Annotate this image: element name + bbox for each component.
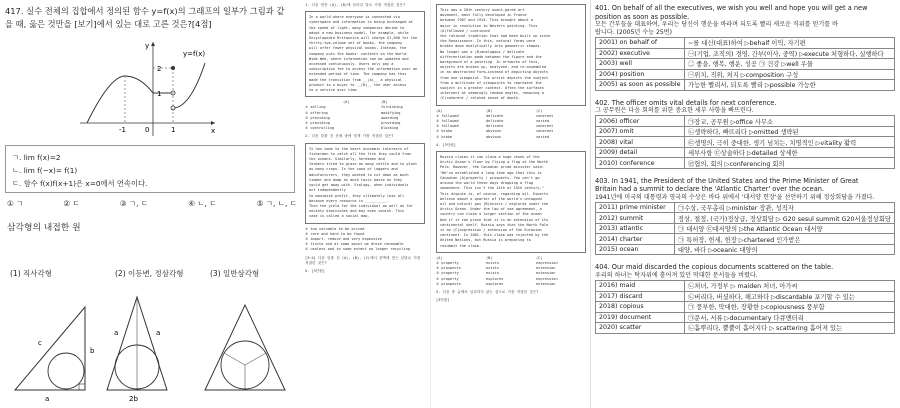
table-row: 2016) maid ㉡처녀, 가정부 ▷ maiden 처녀, 아가씨 <box>596 281 895 292</box>
english-exam-col1 <box>300 0 430 408</box>
graph-tick-1x: 1 <box>171 126 176 134</box>
table-row: 2005) as soon as possible 가능한 빨리서, 되도록 빨리 ▷possible 가능한 <box>596 80 895 91</box>
footer-note: 5. 다음 중 글에서 일치하지 않는 것으로 가장 적절한 것은? <box>436 289 539 294</box>
table-row: 2015) ocean 대양, 바다 ▷oceanic 대양의 <box>596 244 895 255</box>
table-row: 2011) prime minister ㉠수상, 국무총리 ▷minister 장관, 성직자 <box>596 202 895 213</box>
bogi-item-1: ㄱ. lim f(x)=2 <box>12 153 61 162</box>
question-417-line1: 417. 실수 전체의 집합에서 정의된 함수 y=f(x)의 그래프의 일부가 그림과 같 <box>5 6 285 16</box>
graph-tick-2: 2 <box>157 65 162 73</box>
q4-passage: Russia claims it can claim a huge chunk of the Arctic Ocean's floor by flying a flag at the North Pole. However, the Canadian prime minister said: "We've established a long time ago that this is Canadian (A)property / prospects. You can't go around the world these days dropping a flag somewhere. This isn't the 14th or 15th century." This dispute is, of course, regarding oil. Experts believe about a quarter of the world's untapped oil and natural gas (B)exists / explores under the Arctic Ocean. Under the law of sea agreement, a country can claim a larger section of the ocean bed if it can prove that it is an extension of its continental shelf. Russia says that the North Pole is an (C)expression / extension of the Eurasian continent. In 2001, this claim was rejected by the United Nations, but Russia is preparing to resubmit the claim. <box>436 151 586 253</box>
section-401: 401. On behalf of all the executives, we wish you well and hope you will get a new position as soon as possible. 모든 간부들을 대표하여, 우리는 당신이 행운을 바라며 되도록 빨리 새로운 직위를 얻기를 바 랍니다. (2005년 수능 25번) <box>595 4 868 37</box>
table-row: 2010) conference ㉣협의, 회의 ▷conferencing 회의 <box>596 158 895 169</box>
bogi-box <box>5 145 295 193</box>
triangle-label-1: (1) 직사각형 <box>10 269 52 278</box>
tri1-a: a <box>45 395 50 403</box>
choice-1[interactable]: ① ㄱ <box>7 199 24 208</box>
table-row: 2013) atlantic ㉠ 대서양 ㉢대서양의 ▷the Atlantic Ocean 대서양 <box>596 223 895 234</box>
q4-title: 4. [3단원] <box>436 142 456 147</box>
function-graph <box>65 38 225 138</box>
tri1-c: c <box>38 339 42 347</box>
table-row: 2019) document ㉠문서, 서류 ▷documentary 다큐멘터리 <box>596 312 895 323</box>
choice-4[interactable]: ④ ㄴ, ㄷ <box>188 199 217 208</box>
q2-title: 2. 다음 밑줄 친 문제 중에 맞게 가장 적절한 것은? <box>305 134 394 139</box>
section-404: 404. Our maid discarded the copious documents scattered on the table. 우리의 하녀는 탁자위에 흩어져 있던 막대한 문서들을 버렸다. <box>595 263 834 280</box>
answer-choices <box>7 198 297 209</box>
choice-3[interactable]: ③ ㄱ, ㄷ <box>119 199 149 208</box>
tri2-a-right: a <box>156 329 161 337</box>
footer-note: [3~4] 다음 밑줄 친 (A), (B), (C)에서 문맥에 맞는 낱말로 가장 적절한 것은? <box>305 255 421 265</box>
bogi-item-3: ㄷ. 함수 f(x)f(x+1)은 x=0에서 연속이다. <box>12 179 148 188</box>
q3-passage: This was a 20th century avant-garde art movement, most fully developed in France between 1907 and 1914. This brought about a major in revolution to Western painting. This (A)followed / continued the rational tradition that had been built up since the Renaissance. In this, natural forms were broken down analytically into geometric shapes. No longer was a (B)analogous / delicate differentiation made between the figure and the background of a painting. In artworks of this, objects are broken up, analyzed, and re-assembled in an abstracted form—instead of depicting objects from one viewpoint. The artist depicts the subject from a multitude of viewpoints to represent the subject in a greater context. Often the surfaces intersect at seemingly random angles, removing a (C)coherent / related sense of depth. <box>436 4 586 106</box>
graph-x-label: x <box>211 127 216 135</box>
triangle-label-2: (2) 이등변, 정삼각형 <box>115 269 184 278</box>
table-row: 2004) position ㊀위치, 직위, 처지 ▷composition 구성 <box>596 69 895 80</box>
vocab-table-401 <box>595 37 895 91</box>
table-row: 2007) omit ㉡생략하다, 빠뜨리다 ▷omitted 생략된 <box>596 126 895 137</box>
tri2-2b: 2b <box>129 395 138 403</box>
tri1-b: b <box>90 347 95 355</box>
vocab-table-403 <box>595 202 895 256</box>
math-page <box>0 0 300 408</box>
q1-options: (A) (B) ① selling furnishing ② offering modifying ③ providing awarding ④ providing providing ⑤ controlling blocking <box>305 100 403 131</box>
section-title: 삼각형의 내접한 원 <box>7 223 81 233</box>
triangle-label-3: (3) 일반삼각형 <box>210 269 260 278</box>
q1-passage: In a world where everyone is connected via cyberspace and information is being exchanged at the speed of light, many companies decide to adopt a new business model. For example, while Encyclopedia Britannica will charge $1,500 for the thirty-two-volume set of books, the company will offer fewer physical books. Instead, the company puts the books' contents on the World Wide Web, where information can be updated and accessed continuously. Users only pay a subscription fee to access the information over an extended period of time. The company has thus made the transition from __(A)__ a physical product to a buyer to __(B)__ the user access to a service over time. <box>305 11 425 97</box>
q4-options: (A) (B) (C) ① property exists expression ② prospects exists extension ③ property exists extension ④ property explores expression ⑤ prospects explores extension <box>436 255 558 286</box>
bogi-item-2: ㄴ. lim f(−x)= f(1) <box>12 166 78 175</box>
vocab-table-404 <box>595 280 895 334</box>
triangle-figures <box>0 285 300 405</box>
table-row: 2008) vital ㉢생명의, 극히 중대한, 생기 넘치는, 치명적인 ▷vitality 활력 <box>596 137 895 148</box>
table-row: 2012) summit 정상, 절정, (국가)정상급, 정상회담 ▷ G20 sesul summit G20서울정상회담 <box>596 213 895 224</box>
table-row: 2002) executive ㊀(기업, 조직의) 경영, 간부(이사, 중역) ▷execute 처형하다, 실행하다 <box>596 48 895 59</box>
table-row: 2014) charter ㉠ 특허장, 헌세, 헌장 ▷chartered 인가받은 <box>596 234 895 245</box>
table-row: 2003) well ㊁ 좋을, 행복, 행운, 성공 ㉠ 건강 ▷well 우물 <box>596 59 895 70</box>
q2-passage: It has come to the heart economic interests of fishermen to catch all the fish they could from the oceans. Similarly, herdsmen and farmers tried to graze as many cattle and to plant as many crops. In the case of loggers and manufacturers, they wanted to cut down as much timber and dump as much toxic waste as they could get away with. Ecology, when individuals act independently to maximize profit, they ultimately lose all because every resource is __________. Then the yield for the individual as well as for society diminishes and may even vanish. This case is called a social map. <box>305 143 425 224</box>
choice-5[interactable]: ⑤ ㄱ, ㄴ, ㄷ <box>256 199 297 208</box>
table-row: 2001) on behalf of ~를 대신(대표)하여 ▷behalf 이익, 자기편 <box>596 38 895 49</box>
table-row: 2017) discard ㉡버리다, 버셨하다, 해고하다 ▷discardable 포기할 수 있는 <box>596 291 895 302</box>
footer-note-2: [3단원] <box>436 298 450 303</box>
graph-tick-0: 0 <box>145 126 150 134</box>
table-row: 2018) copious ㉠ 풍부한, 막대한, 장황한 ▷copiousness 풍부함 <box>596 302 895 313</box>
english-exam-col2 <box>430 0 591 408</box>
q2-options: ① too valuable to be priced ② rare and hard to be found ③ import- reduce and very expensive ④ finite and at some point we drove renewable ⑤ useless and to some extent no longer recycling <box>305 226 410 252</box>
tri2-a-left: a <box>114 329 119 337</box>
footer-note-2: 5. [3단원] <box>305 268 325 273</box>
section-403: 403. In 1941, the President of the United States and the Prime Minister of Great Britain had a summit to declare the 'Atlantic Charter' over the ocean. 1941년에 미국의 대통령과 영국의 수상은 바다 위에서 '대서양 헌장'을 선언하기 위해 정상회담을 가졌다. <box>595 176 875 201</box>
choice-2[interactable]: ② ㄷ <box>63 199 80 208</box>
question-417-line2: 을 때, 옳은 것만을 [보기]에서 있는 대로 고른 것은?[4점] <box>5 19 212 29</box>
q3-options: (A) (B) (C) ① followed delicate coherent ② followed delicate varied ③ followed delicate coherent ④ broke obvious coherent ⑤ broke obvious varied <box>436 108 554 139</box>
section-402: 402. The officer omits vital details for next conference. 그 공무원은 다음 회의를 위한 중요한 세부 사항을 빠뜨린다. <box>595 98 777 115</box>
vocabulary-page <box>590 0 900 408</box>
q1-title: 1. 다음 빈칸 (A), (B)에 들어갈 말로 가장 적절한 것은? <box>305 3 406 7</box>
graph-y-label: y <box>145 42 150 50</box>
table-row: 2020) scatter ㉡흩뿌리다, 뿔뿔이 흩어지다 ▷ scattering 흩어져 있는 <box>596 323 895 334</box>
graph-tick-1: 1 <box>157 90 162 98</box>
graph-func-label: y=f(x) <box>183 50 206 58</box>
table-row: 2006) officer ㉠장교, 공무원 ▷office 사무소 <box>596 116 895 127</box>
table-row: 2009) detail 세부사항 ㉢상술하다 ▷detailed 상세한 <box>596 147 895 158</box>
graph-tick-neg1: -1 <box>119 126 126 134</box>
vocab-table-402 <box>595 115 895 169</box>
